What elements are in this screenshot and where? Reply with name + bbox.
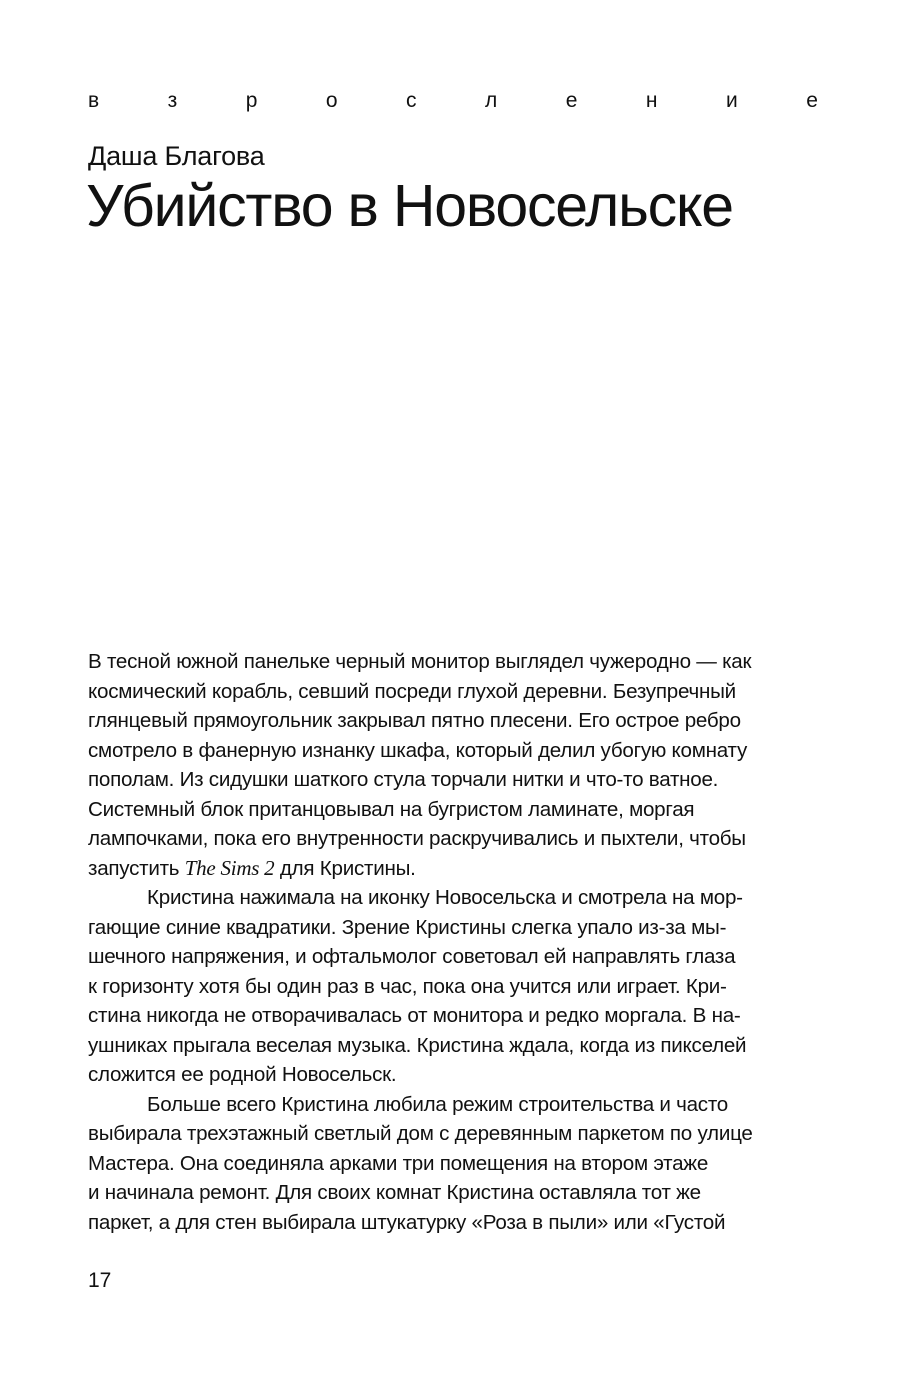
text-line: смотрело в фанерную изнанку шкафа, который делил убогую комнату: [88, 738, 747, 762]
chapter-title: Убийство в Новосельске: [86, 173, 733, 239]
text-line: стина никогда не отворачивалась от монитора и редко моргала. В на-: [88, 1004, 741, 1027]
text-line: Мастера. Она соединяла арками три помещения на втором этаже: [88, 1151, 709, 1175]
section-letter: е: [565, 89, 578, 112]
text-line: Системный блок пританцовывал на бугристом ламинате, моргая: [88, 797, 695, 821]
body-text: [88, 647, 828, 1237]
text-line: пополам. Из сидушки шаткого стула торчали нитки и что-то ватное.: [88, 768, 719, 791]
text-line: гающие синие квадратики. Зрение Кристины слегка упало из-за мы-: [88, 915, 727, 939]
text-line: Больше всего Кристина любила режим строительства и часто: [147, 1092, 728, 1116]
author-name: Даша Благова: [88, 141, 265, 171]
text-line: [88, 854, 828, 884]
text-line: паркет, а для стен выбирала штукатурку «Роза в пыли» или «Густой: [88, 1210, 726, 1234]
text-line: шечного напряжения, и офтальмолог советовал ей направлять глаза: [88, 945, 736, 968]
game-title: The Sims 2: [184, 855, 275, 880]
section-letter: с: [406, 89, 417, 112]
text-line: лампочками, пока его внутренности раскручивались и пыхтели, чтобы: [88, 827, 746, 850]
text-line: ушниках прыгала веселая музыка. Кристина ждала, когда из пикселей: [88, 1033, 747, 1057]
text-line: космический корабль, севший посреди глухой деревни. Безупречный: [88, 679, 736, 703]
page-number: 17: [88, 1269, 112, 1292]
text-line: В тесной южной панельке черный монитор выглядел чужеродно — как: [88, 650, 752, 673]
section-letter: р: [245, 89, 258, 112]
section-letter: и: [725, 89, 738, 112]
section-letter: л: [485, 89, 498, 112]
text-line: сложится ее родной Новосельск.: [88, 1063, 397, 1086]
text-line: к горизонту хотя бы один раз в час, пока она учится или играет. Кри-: [88, 974, 727, 998]
section-letter: е: [806, 89, 818, 112]
text-line: выбирала трехэтажный светлый дом с деревянным паркетом по улице: [88, 1122, 753, 1145]
section-letter: н: [645, 89, 658, 112]
section-letter: з: [167, 89, 178, 112]
text-line: Кристина нажимала на иконку Новосельска и смотрела на мор-: [147, 886, 743, 909]
text-line: глянцевый прямоугольник закрывал пятно плесени. Его острое ребро: [88, 709, 741, 732]
text-line: и начинала ремонт. Для своих комнат Кристина оставляла тот же: [88, 1181, 701, 1204]
text-fragment: запустить: [88, 856, 185, 880]
section-letter: о: [325, 89, 338, 112]
section-label: [88, 89, 818, 113]
section-letter: в: [88, 89, 100, 112]
text-fragment: для Кристины.: [274, 856, 416, 880]
